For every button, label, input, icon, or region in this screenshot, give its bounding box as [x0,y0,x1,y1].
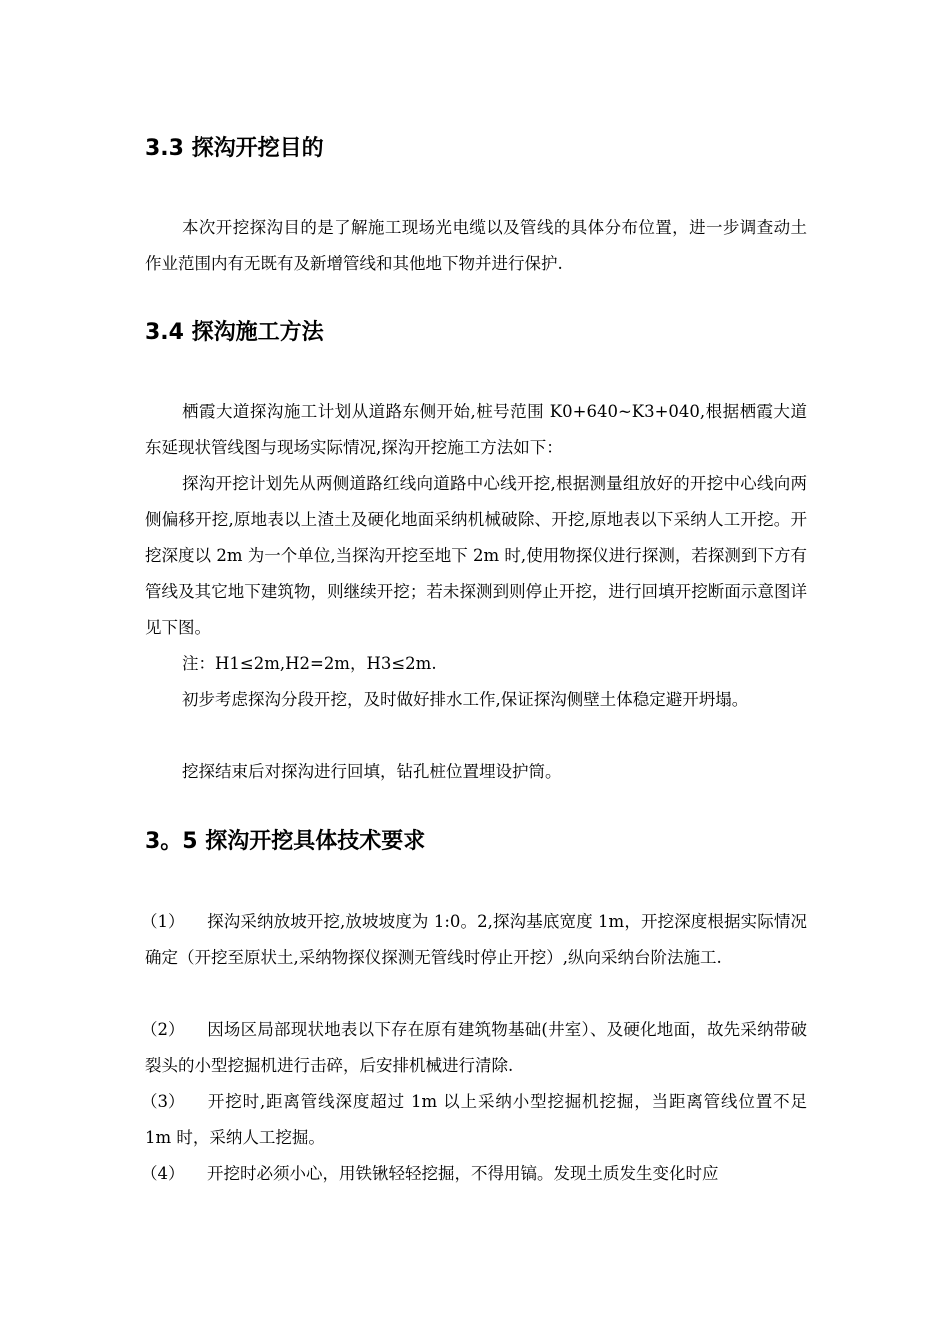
list-item-number: （4） [141,1164,185,1183]
list-item-number: （1） [141,912,185,931]
list-item-text: 开挖时,距离管线深度超过 1m 以上采纳小型挖掘机挖掘，当距离管线位置不足 1m 时，采纳人工挖掘。 [145,1092,807,1147]
paragraph-drainage: 初步考虑探沟分段开挖，及时做好排水工作,保证探沟侧壁土体稳定避开坍塌。 [182,690,749,709]
list-item-text: 因场区局部现状地表以下存在原有建筑物基础(井室）、及硬化地面，故先采纳带破裂头的小型挖掘机进行击碎，后安排机械进行清除. [145,1020,807,1075]
paragraph-backfill: 挖探结束后对探沟进行回填，钻孔桩位置埋设护筒。 [182,762,562,781]
list-item-4 [141,1156,807,1192]
list-item-number: （2） [141,1020,185,1039]
section-heading-3-3: 3.3 探沟开挖目的 [145,136,324,161]
list-item-text: 探沟采纳放坡开挖,放坡坡度为 1:0。2,探沟基底宽度 1m，开挖深度根据实际情况确定（开挖至原状土,采纳物探仪探测无管线时停止开挖）,纵向采纳台阶法施工. [145,912,807,967]
list-item-text: 开挖时必须小心，用铁锹轻轻挖掘，不得用镐。发现土质发生变化时应 [207,1164,719,1183]
paragraph-method-detail: 探沟开挖计划先从两侧道路红线向道路中心线开挖,根据测量组放好的开挖中心线向两侧偏移开挖,原地表以上渣土及硬化地面采纳机械破除、开挖,原地表以下采纳人工开挖。开挖深度以 2m 为一个单位,当探沟开挖至地下 2m 时,使用物探仪进行探测，若探测到下方有管线及其它地下建筑物，则继续开挖；若未探测到则停止开挖，进行回填开挖断面示意图详见下图。 [145,474,807,637]
paragraph-method-intro: 栖霞大道探沟施工计划从道路东侧开始,桩号范围 K0+640~K3+040,根据栖霞大道东延现状管线图与现场实际情况,探沟开挖施工方法如下： [145,402,807,457]
list-item-2 [141,1012,807,1084]
list-item-number: （3） [141,1092,185,1111]
section-heading-3-5: 3。5 探沟开挖具体技术要求 [145,829,426,854]
paragraph-note: 注：H1≤2m,H2=2m，H3≤2m. [182,654,437,673]
list-item-3 [141,1084,807,1156]
section-heading-3-4: 3.4 探沟施工方法 [145,320,324,345]
paragraph-purpose: 本次开挖探沟目的是了解施工现场光电缆以及管线的具体分布位置，进一步调查动土作业范围内有无既有及新增管线和其他地下物并进行保护. [145,218,807,273]
list-item-1 [141,904,807,976]
